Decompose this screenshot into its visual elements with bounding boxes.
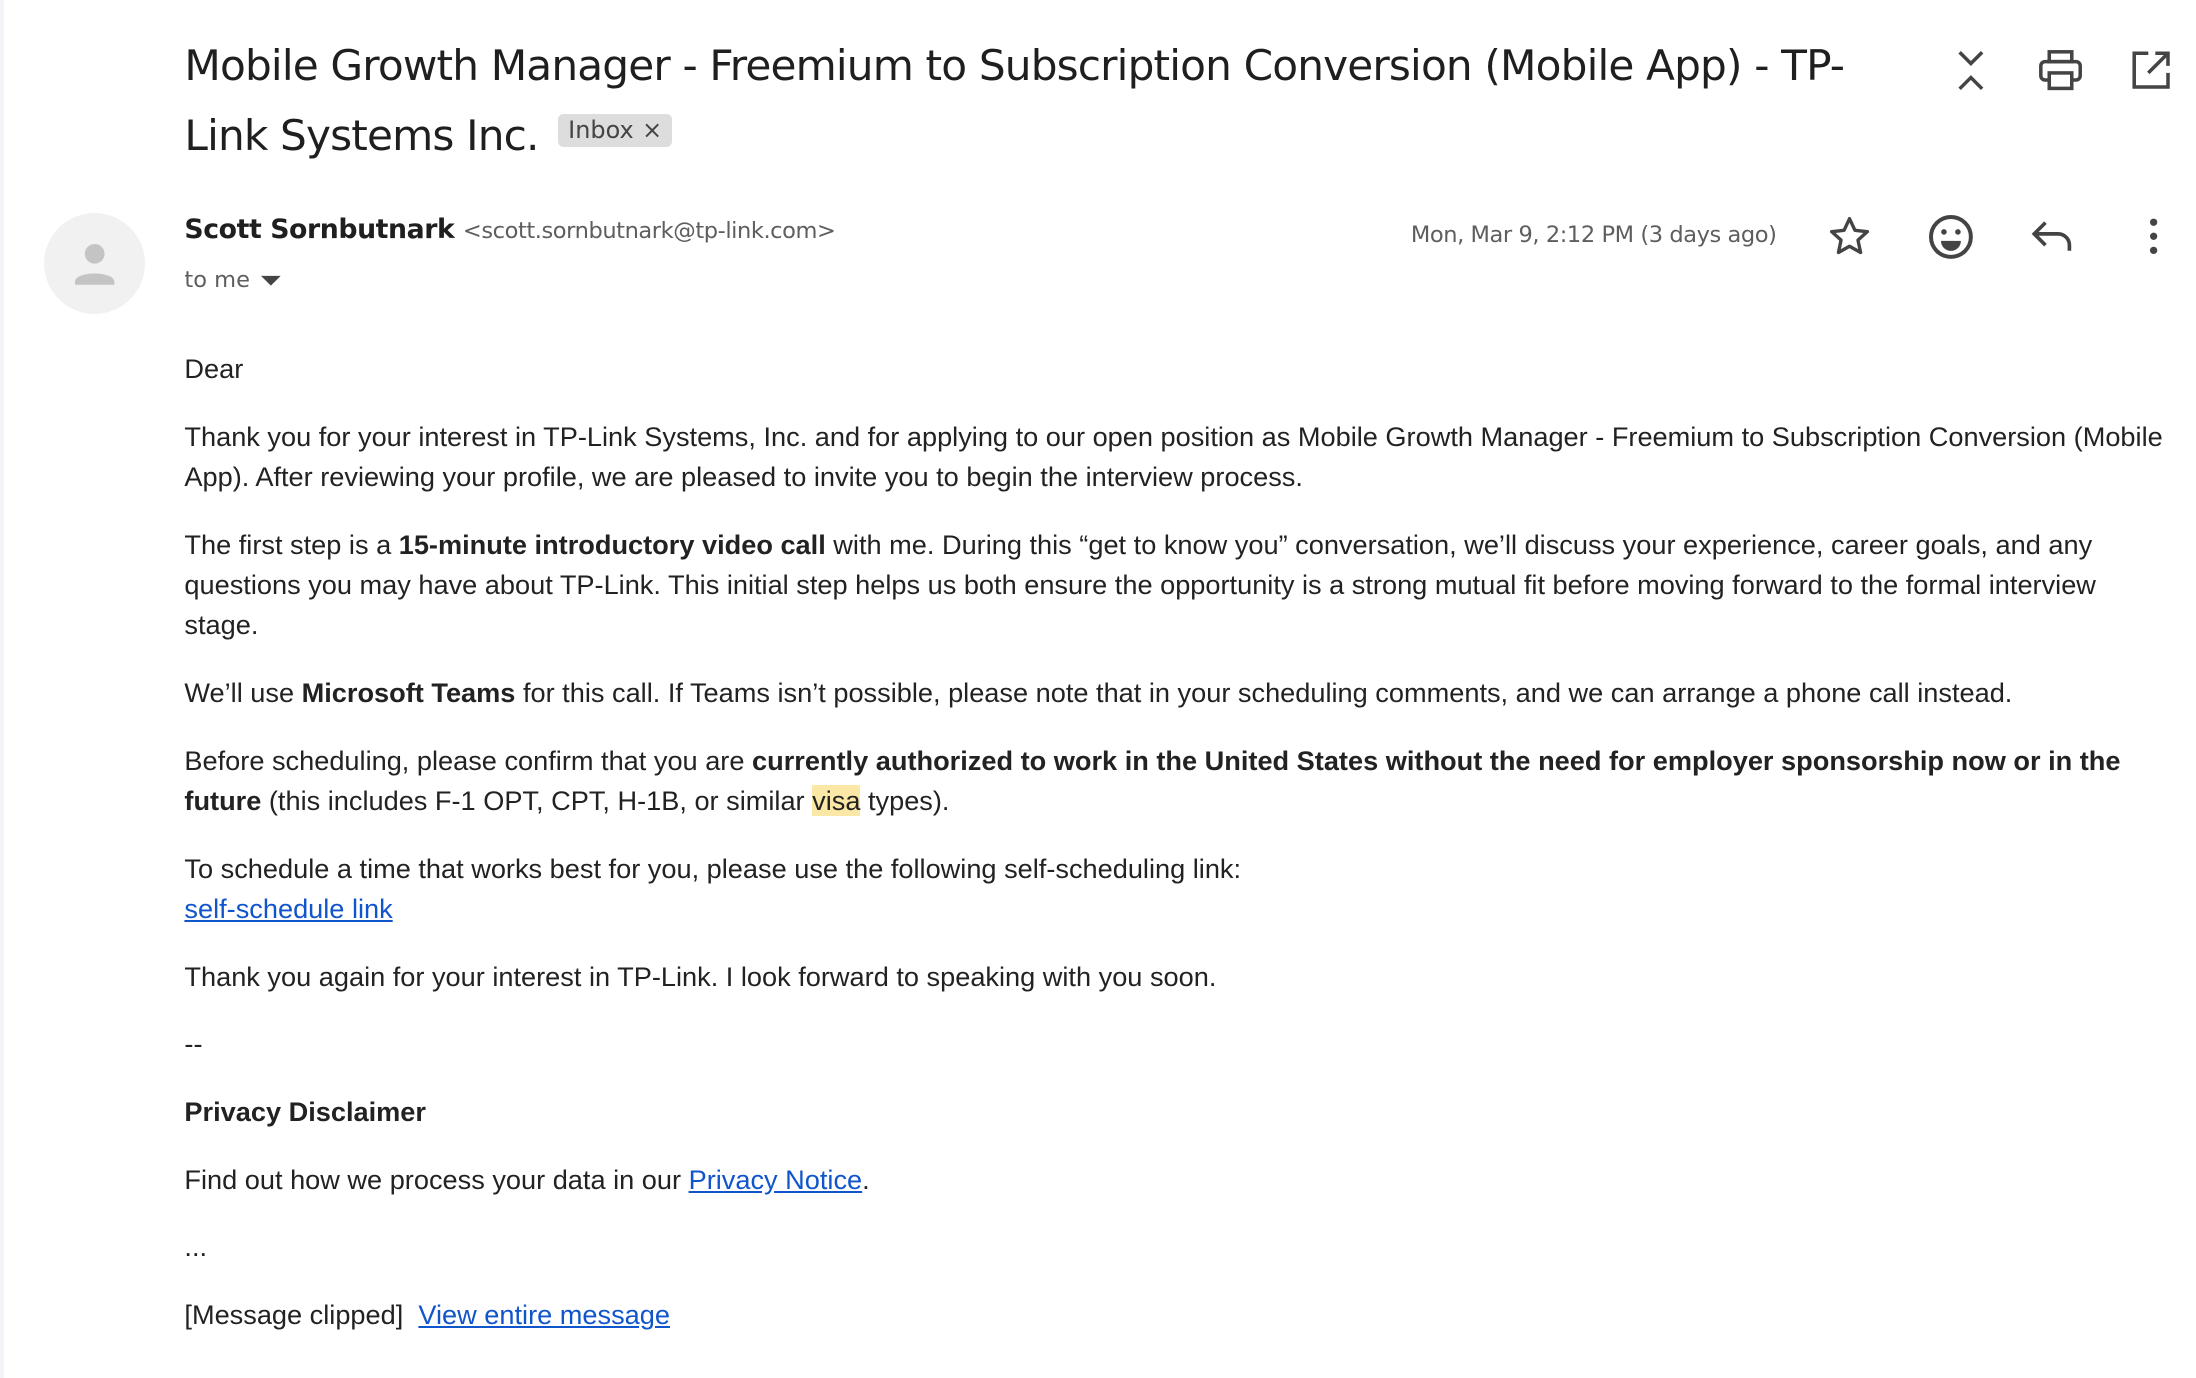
search-highlight: visa: [812, 784, 861, 816]
emoji-reaction-icon[interactable]: [1926, 211, 1977, 262]
self-schedule-link[interactable]: self-schedule link: [184, 892, 393, 924]
sender-line: [184, 214, 835, 245]
paragraph-schedule: To schedule a time that works best for you, please use the following self-scheduling link: self-schedule link: [184, 852, 1242, 924]
message-clipped-notice: [Message clipped] View entire message: [184, 1299, 670, 1331]
paragraph-privacy: Find out how we process your data in our Privacy Notice.: [184, 1163, 870, 1195]
print-icon[interactable]: [2036, 45, 2087, 96]
reply-icon[interactable]: [2027, 211, 2078, 262]
label-chip-inbox[interactable]: [558, 114, 672, 148]
email-body: [184, 349, 2176, 1363]
privacy-notice-link[interactable]: Privacy Notice: [688, 1163, 863, 1195]
signature-separator: --: [184, 1028, 203, 1060]
subject-text: Mobile Growth Manager - Freemium to Subscription Conversion (Mobile App) - TP-Link Systems Inc.: [184, 40, 1845, 161]
star-icon[interactable]: [1824, 211, 1875, 262]
email-date: Mon, Mar 9, 2:12 PM (3 days ago): [1410, 222, 1777, 249]
privacy-disclaimer-title: Privacy Disclaimer: [184, 1096, 426, 1128]
label-chip-text: Inbox: [568, 115, 634, 144]
expand-collapse-icon[interactable]: [1945, 45, 1996, 96]
sender-email: <scott.sornbutnark@tp-link.com>: [462, 217, 836, 244]
paragraph-authorization: Before scheduling, please confirm that you are currently authorized to work in the United States without the need for employer sponsorship now or in the future (this includes F-1 OPT, CPT, H-1B, or similar visa types).: [184, 744, 2121, 816]
remove-label-button[interactable]: ×: [642, 115, 663, 144]
recipients-text: to me: [184, 267, 250, 294]
dropdown-arrow-icon[interactable]: [261, 273, 281, 287]
paragraph-first-step: The first step is a 15-minute introductory video call with me. During this “get to know you” conversation, we’ll discuss your experience, career goals, and any questions you may have about TP-Link. This initial step helps us both ensure the opportunity is a strong mutual fit before moving forward to the formal interview stage.: [184, 528, 2096, 641]
trimmed-content-ellipsis[interactable]: ...: [184, 1231, 208, 1263]
view-entire-message-link[interactable]: View entire message: [418, 1299, 670, 1331]
open-in-new-window-icon[interactable]: [2126, 45, 2177, 96]
email-subject: [184, 31, 1915, 172]
paragraph-invitation: Thank you for your interest in TP-Link Systems, Inc. and for applying to our open position as Mobile Growth Manager - Freemium to Subscription Conversion (Mobile App). After reviewing your profile, we are pleased to invite you to begin the interview process.: [184, 420, 2163, 493]
greeting: Dear: [184, 353, 244, 385]
thread-toolbar: [1945, 45, 2176, 96]
paragraph-teams: We’ll use Microsoft Teams for this call. If Teams isn’t possible, please note that in your scheduling comments, and we can arrange a phone call instead.: [184, 677, 2013, 709]
sender-name[interactable]: Scott Sornbutnark: [184, 213, 455, 245]
message-toolbar: [1824, 211, 2179, 262]
more-options-icon[interactable]: [2128, 211, 2179, 262]
recipients-toggle[interactable]: [184, 267, 281, 293]
paragraph-closing: Thank you again for your interest in TP-Link. I look forward to speaking with you soon.: [184, 960, 1217, 992]
left-edge: [0, 0, 4, 1378]
sender-avatar[interactable]: [44, 213, 145, 314]
